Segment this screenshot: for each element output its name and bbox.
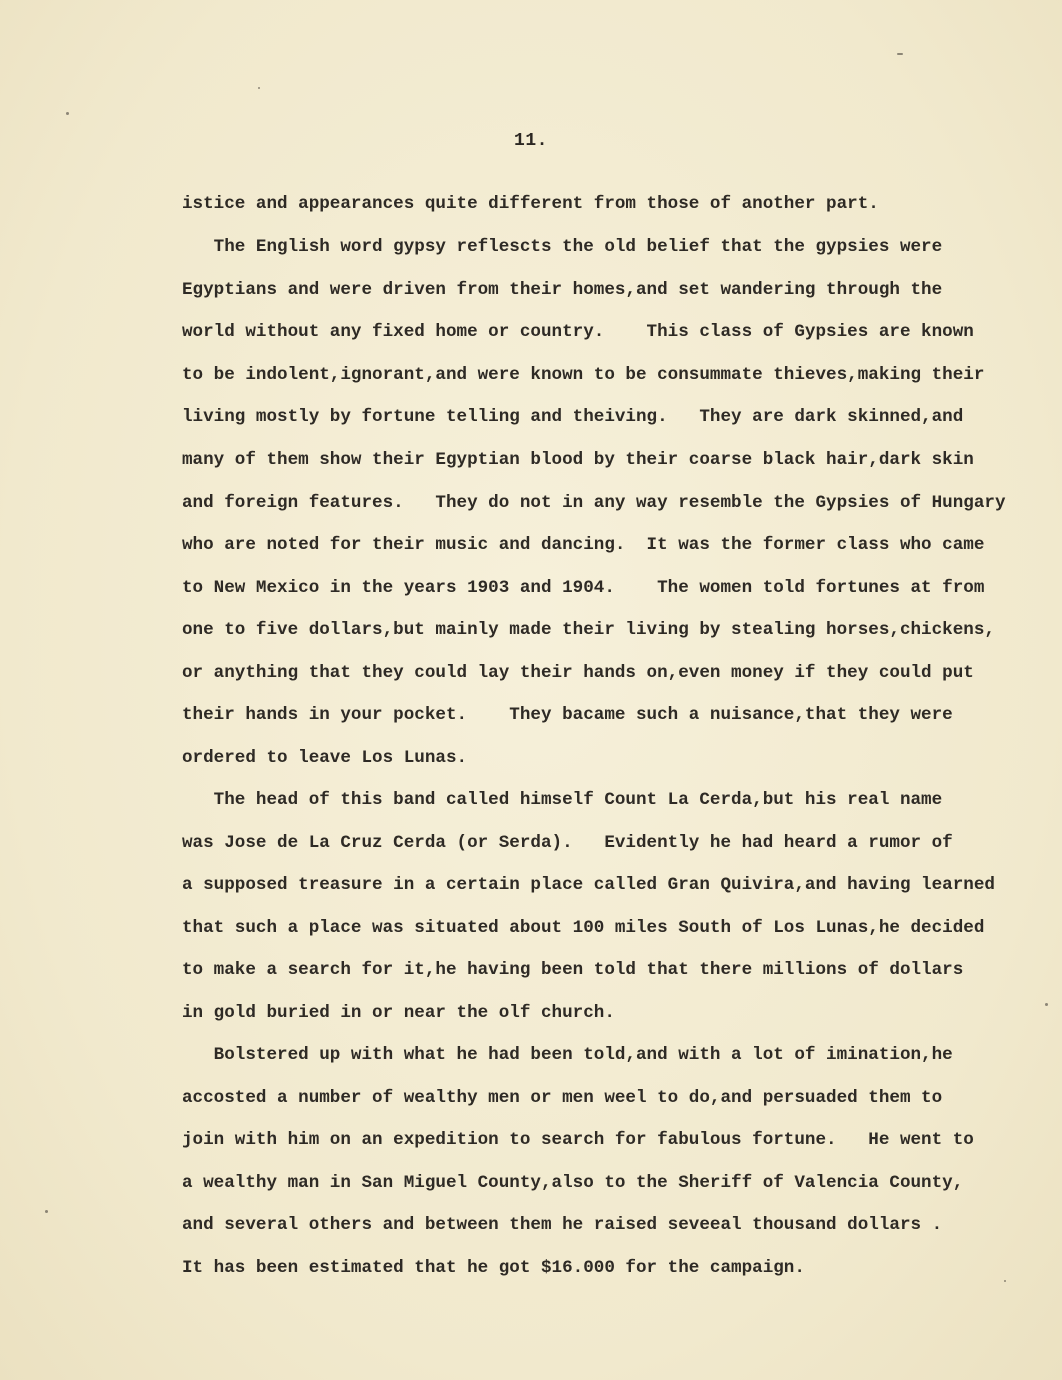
text-line: It has been estimated that he got $16.000 for the campaign.	[182, 1258, 805, 1278]
text-line: and foreign features. They do not in any way resemble the Gypsies of Hungary	[182, 493, 1006, 513]
text-line: Egyptians and were driven from their homes,and set wandering through the	[182, 280, 943, 300]
text-line: The English word gypsy reflescts the old belief that the gypsies were	[182, 237, 943, 257]
paper-speck	[1045, 1003, 1048, 1006]
text-line: join with him on an expedition to search for fabulous fortune. He went to	[182, 1130, 974, 1150]
paper-speck	[66, 112, 69, 115]
text-line: in gold buried in or near the olf church.	[182, 1003, 615, 1023]
text-line: The head of this band called himself Count La Cerda,but his real name	[182, 790, 943, 810]
text-line: to be indolent,ignorant,and were known to be consummate thieves,making their	[182, 365, 985, 385]
text-line: istice and appearances quite different from those of another part.	[182, 194, 879, 214]
text-line: who are noted for their music and dancing. It was the former class who came	[182, 535, 985, 555]
paper-speck	[258, 87, 260, 89]
text-line: many of them show their Egyptian blood by their coarse black hair,dark skin	[182, 450, 974, 470]
paper-speck	[1004, 1280, 1006, 1282]
text-line: to make a search for it,he having been told that there millions of dollars	[182, 960, 964, 980]
text-line: to New Mexico in the years 1903 and 1904. The women told fortunes at from	[182, 578, 985, 598]
text-line: living mostly by fortune telling and theiving. They are dark skinned,and	[182, 407, 964, 427]
text-line: that such a place was situated about 100 miles South of Los Lunas,he decided	[182, 918, 985, 938]
text-line: a wealthy man in San Miguel County,also to the Sheriff of Valencia County,	[182, 1173, 964, 1193]
text-line: and several others and between them he raised seveeal thousand dollars .	[182, 1215, 943, 1235]
text-line: or anything that they could lay their hands on,even money if they could put	[182, 663, 974, 683]
text-line: a supposed treasure in a certain place called Gran Quivira,and having learned	[182, 875, 995, 895]
paper-speck	[45, 1210, 48, 1213]
paper-speck	[897, 53, 903, 55]
text-line: world without any fixed home or country. This class of Gypsies are known	[182, 322, 974, 342]
text-line: their hands in your pocket. They bacame such a nuisance,that they were	[182, 705, 953, 725]
text-line: Bolstered up with what he had been told,and with a lot of imination,he	[182, 1045, 953, 1065]
text-line: accosted a number of wealthy men or men weel to do,and persuaded them to	[182, 1088, 943, 1108]
text-line: was Jose de La Cruz Cerda (or Serda). Evidently he had heard a rumor of	[182, 833, 953, 853]
text-line: one to five dollars,but mainly made their living by stealing horses,chickens,	[182, 620, 995, 640]
text-line: ordered to leave Los Lunas.	[182, 748, 468, 768]
page-number: 11.	[514, 131, 548, 151]
